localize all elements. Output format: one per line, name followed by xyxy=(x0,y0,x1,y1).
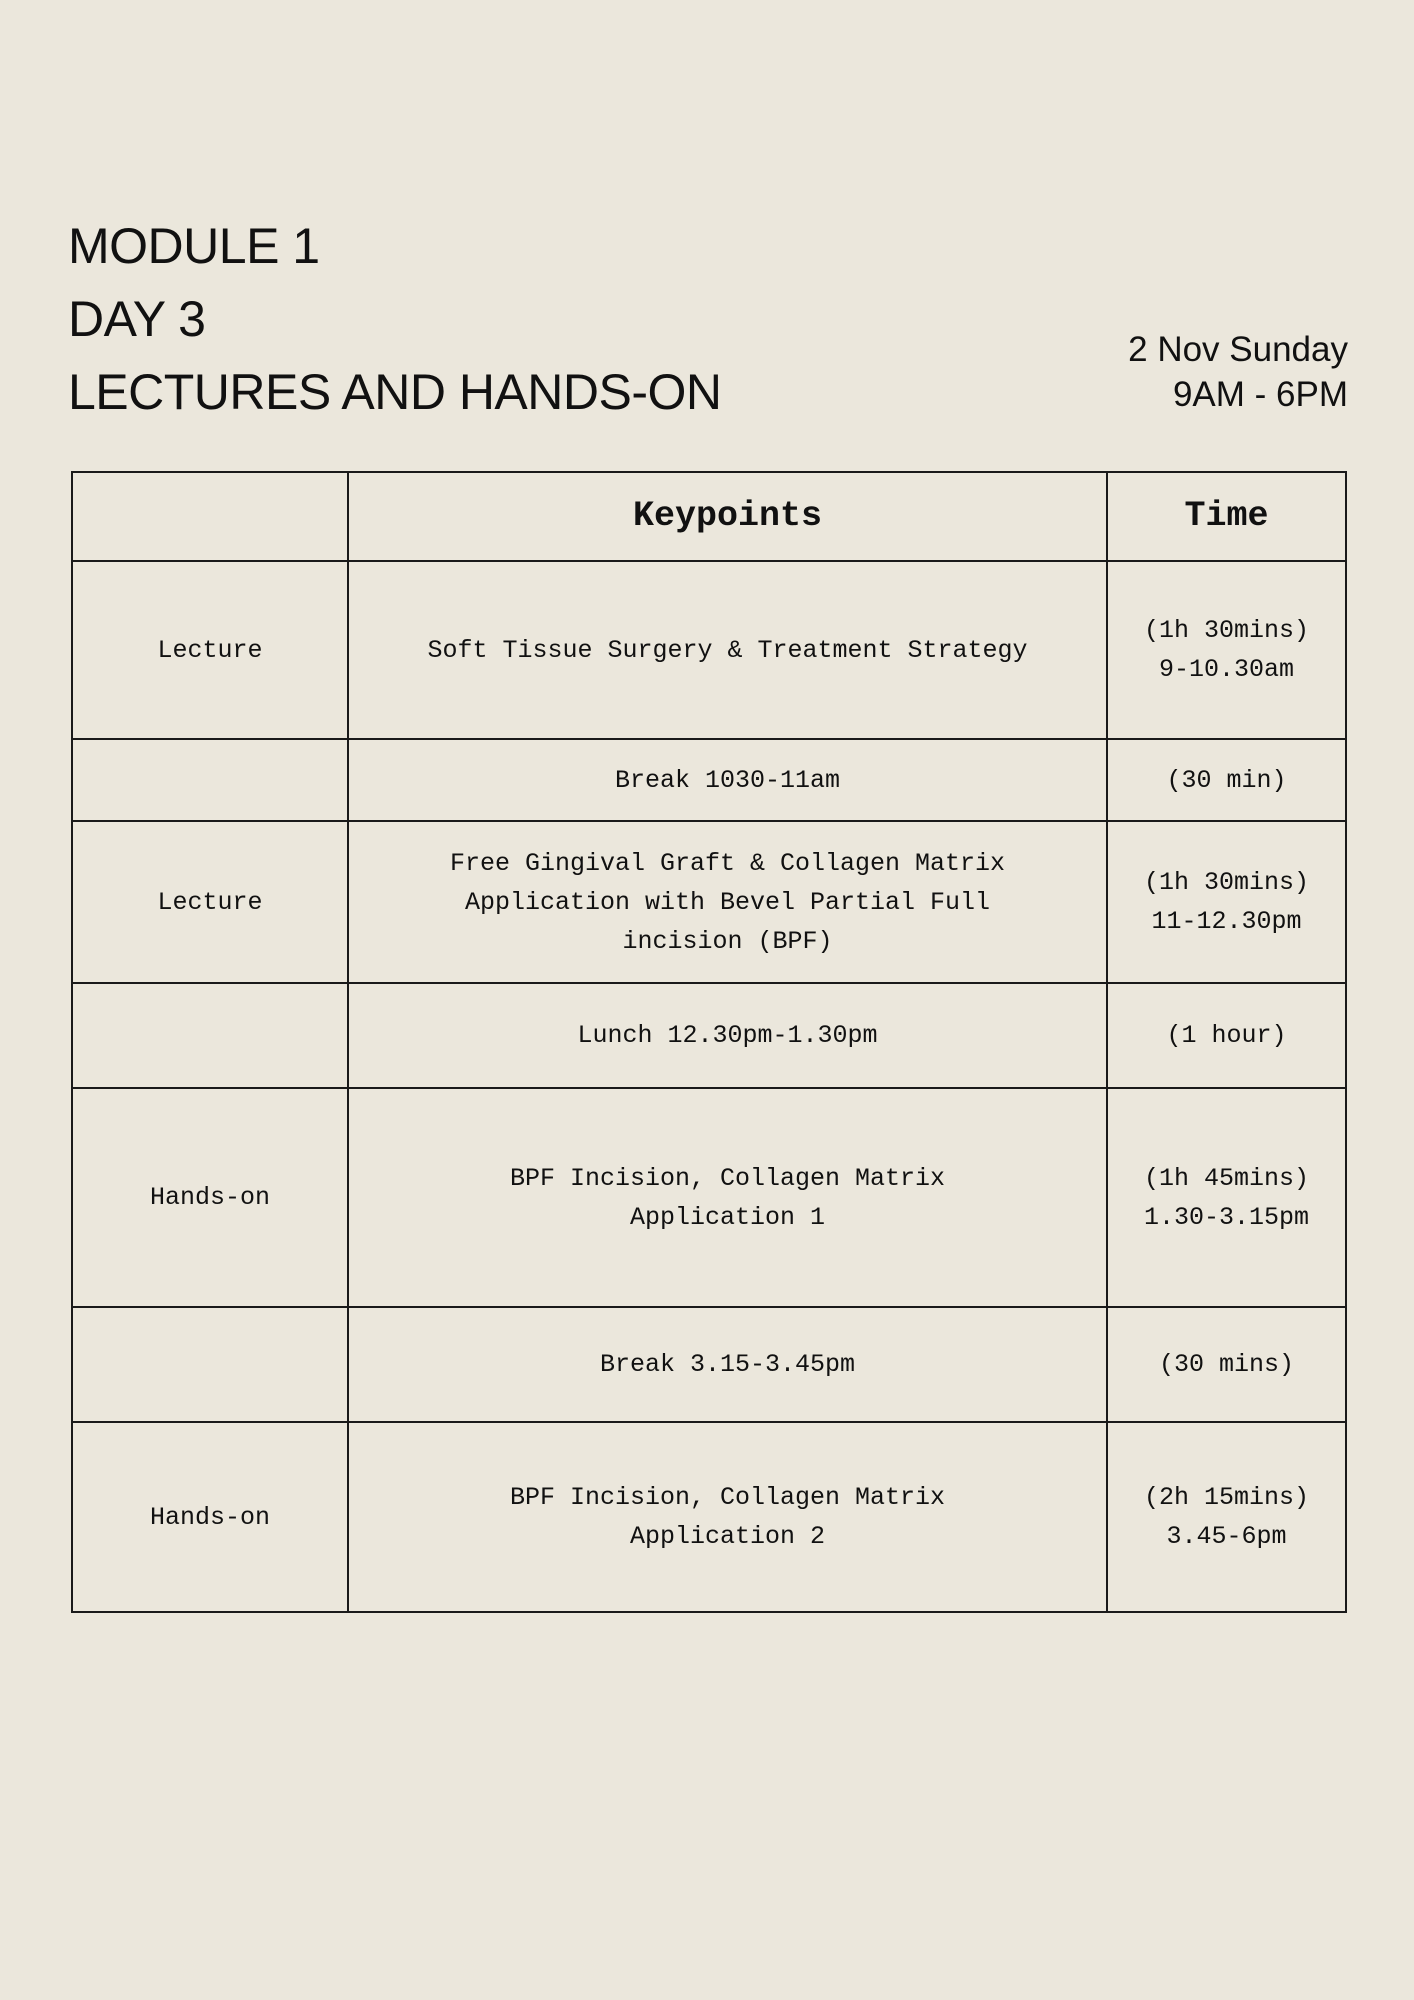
session-keypoint: BPF Incision, Collagen Matrix Application 2 xyxy=(348,1422,1107,1612)
table-header-row xyxy=(72,472,1346,561)
page-heading xyxy=(68,210,722,429)
session-time xyxy=(1107,1422,1346,1612)
session-keypoint: Break 1030-11am xyxy=(348,739,1107,821)
session-type: Lecture xyxy=(72,561,348,739)
session-time xyxy=(1107,561,1346,739)
table-row xyxy=(72,1422,1346,1612)
table-row xyxy=(72,739,1346,821)
session-duration: (1h 30mins) xyxy=(1143,868,1310,897)
session-time-range: 11-12.30pm xyxy=(1151,907,1302,936)
session-duration: (2h 15mins) xyxy=(1143,1483,1310,1512)
header-time: Time xyxy=(1107,472,1346,561)
table-row xyxy=(72,1088,1346,1307)
session-duration: (1h 45mins) xyxy=(1143,1163,1310,1193)
session-keypoint: Soft Tissue Surgery & Treatment Strategy xyxy=(348,561,1107,739)
session-type xyxy=(72,739,348,821)
table-row xyxy=(72,983,1346,1088)
session-keypoint: Free Gingival Graft & Collagen Matrix Application with Bevel Partial Full incision (BPF) xyxy=(348,821,1107,983)
table-row xyxy=(72,1307,1346,1422)
session-duration: (1 hour) xyxy=(1107,983,1346,1088)
session-type xyxy=(72,1307,348,1422)
session-duration: (30 min) xyxy=(1107,739,1346,821)
schedule-table xyxy=(71,471,1347,1613)
session-keypoint: BPF Incision, Collagen Matrix Application 1 xyxy=(348,1088,1107,1307)
day-title: DAY 3 xyxy=(68,291,206,347)
session-time-range: 3.45-6pm xyxy=(1166,1522,1287,1551)
session-type xyxy=(72,983,348,1088)
session-type: Lecture xyxy=(72,821,348,983)
session-time-range: 1.30-3.15pm xyxy=(1143,1202,1310,1232)
session-time xyxy=(1107,1088,1346,1307)
hours-text: 9AM - 6PM xyxy=(1172,375,1348,414)
session-duration: (30 mins) xyxy=(1107,1307,1346,1422)
session-title: LECTURES AND HANDS-ON xyxy=(68,364,722,420)
date-block xyxy=(1128,327,1348,417)
header-keypoints: Keypoints xyxy=(348,472,1107,561)
date-text: 2 Nov Sunday xyxy=(1128,330,1348,369)
session-time-range: 9-10.30am xyxy=(1158,655,1295,684)
module-title: MODULE 1 xyxy=(68,218,320,274)
session-keypoint: Break 3.15-3.45pm xyxy=(348,1307,1107,1422)
session-time xyxy=(1107,821,1346,983)
table-row xyxy=(72,821,1346,983)
table-row xyxy=(72,561,1346,739)
session-keypoint: Lunch 12.30pm-1.30pm xyxy=(348,983,1107,1088)
session-duration: (1h 30mins) xyxy=(1143,616,1310,645)
session-type: Hands-on xyxy=(72,1422,348,1612)
session-type: Hands-on xyxy=(72,1088,348,1307)
header-type xyxy=(72,472,348,561)
